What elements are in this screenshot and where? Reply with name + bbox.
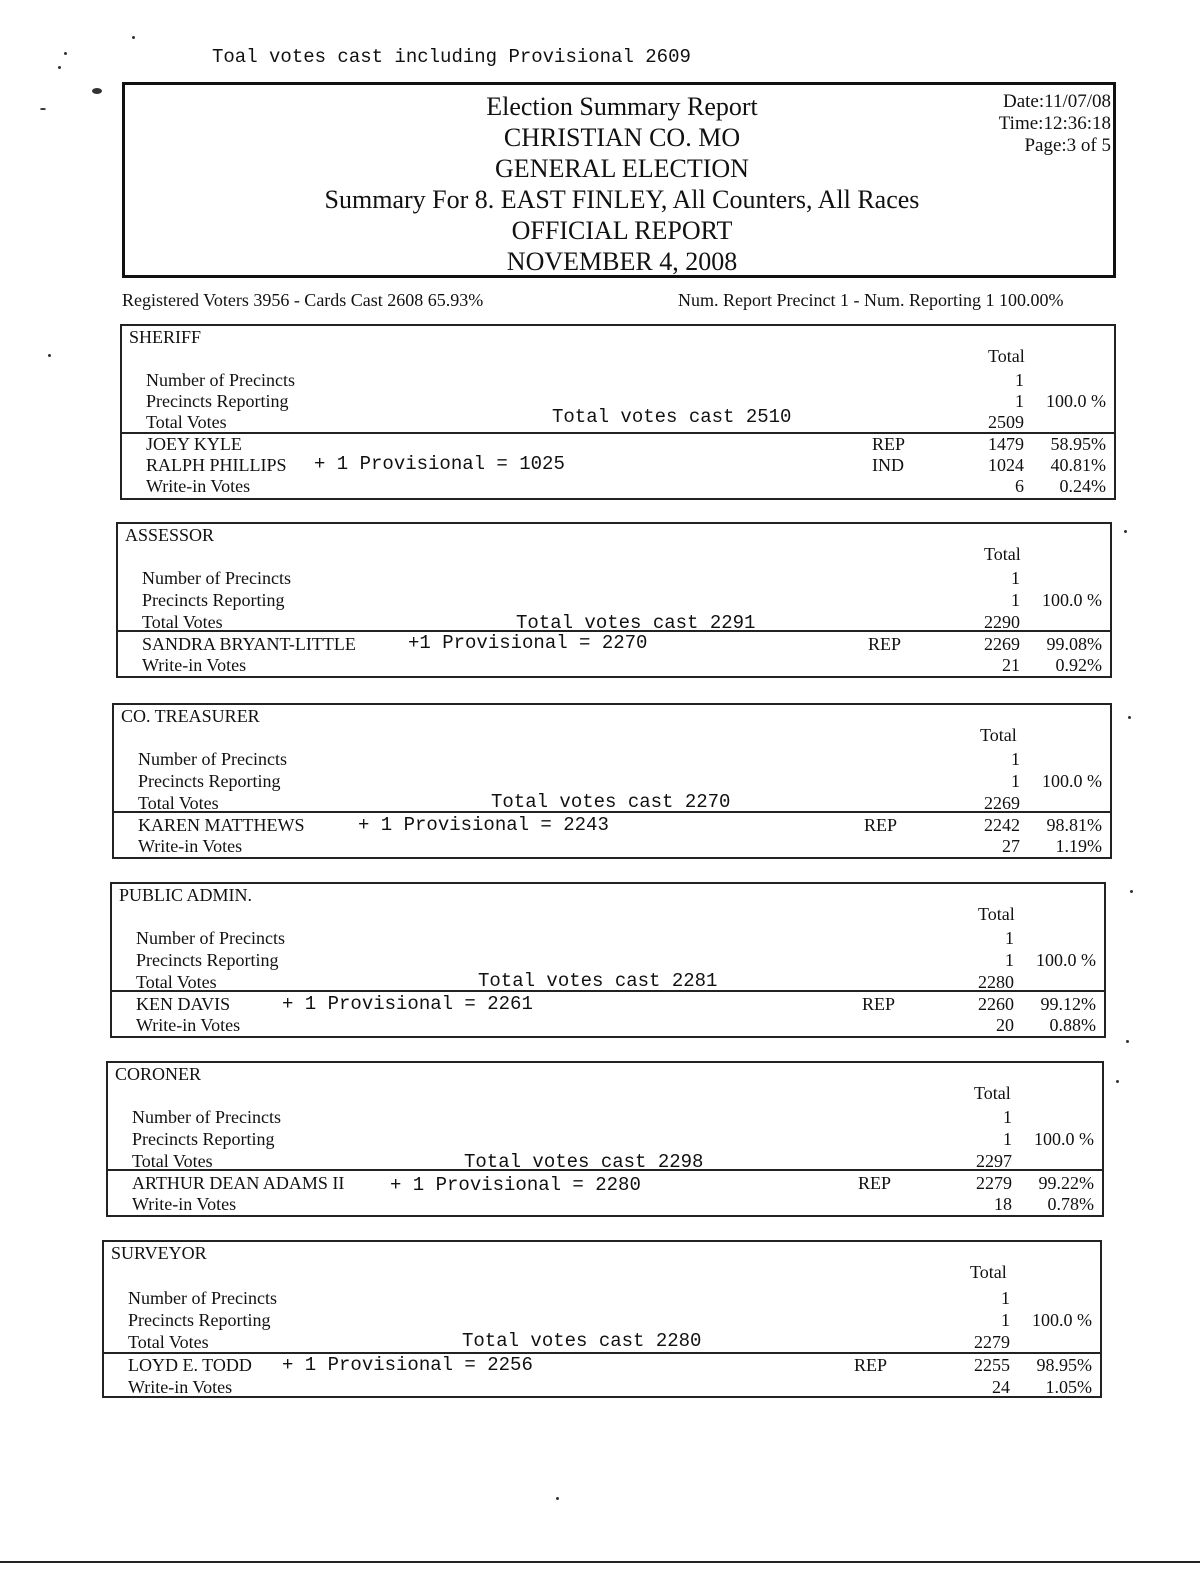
- race-title: ASSESSOR: [125, 525, 215, 545]
- candidate-votes: 2242: [984, 815, 1020, 835]
- report-status: OFFICIAL REPORT: [511, 216, 733, 245]
- candidate-name: RALPH PHILLIPS: [146, 455, 287, 475]
- scan-speck: [40, 108, 46, 110]
- provisional-note: + 1 Provisional = 2256: [282, 1354, 533, 1376]
- divider: [122, 432, 1114, 434]
- write-in-label: Write-in Votes: [132, 1194, 237, 1214]
- page-bottom-edge: [0, 1561, 1200, 1563]
- race-coroner: [106, 1061, 1104, 1217]
- scan-speck: [1116, 1080, 1119, 1083]
- total-votes-value: 2297: [976, 1151, 1012, 1171]
- total-votes-label: Total Votes: [132, 1151, 213, 1171]
- write-in-votes: 18: [994, 1194, 1012, 1214]
- total-votes-value: 2290: [984, 612, 1020, 632]
- report-title: Election Summary Report: [486, 92, 758, 121]
- precincts-reporting-pct: 100.0 %: [1046, 391, 1106, 411]
- candidate-name: KEN DAVIS: [136, 994, 231, 1014]
- num-precincts-label: Number of Precincts: [132, 1107, 281, 1127]
- race-assessor: [116, 522, 1112, 678]
- scan-speck: [1130, 890, 1133, 893]
- precincts-reporting-label: Precincts Reporting: [132, 1129, 275, 1149]
- precincts-reporting-value: 1: [1001, 1310, 1010, 1330]
- race-title: SHERIFF: [129, 327, 202, 347]
- write-in-pct: 0.78%: [1047, 1194, 1094, 1214]
- write-in-label: Write-in Votes: [146, 476, 251, 496]
- write-in-votes: 20: [996, 1015, 1014, 1035]
- candidate-party: REP: [864, 815, 898, 835]
- divider: [108, 1169, 1102, 1171]
- report-header: [122, 82, 1116, 278]
- candidate-pct: 98.81%: [1046, 815, 1102, 835]
- race-public-admin: [110, 882, 1106, 1038]
- num-precincts-label: Number of Precincts: [138, 749, 287, 769]
- candidate-party: REP: [854, 1355, 888, 1375]
- election-date: NOVEMBER 4, 2008: [506, 247, 738, 276]
- write-in-votes: 6: [1015, 476, 1024, 496]
- precincts-reporting-pct: 100.0 %: [1042, 590, 1102, 610]
- total-votes-label: Total Votes: [128, 1332, 209, 1352]
- election-name: GENERAL ELECTION: [495, 154, 749, 183]
- provisional-note: + 1 Provisional = 2261: [282, 993, 533, 1015]
- scan-speck: [1128, 716, 1131, 719]
- race-surveyor: [102, 1240, 1102, 1398]
- provisional-note: + 1 Provisional = 1025: [314, 453, 565, 475]
- write-in-label: Write-in Votes: [128, 1377, 233, 1397]
- total-column-header: Total: [988, 346, 1025, 366]
- candidate-votes: 1479: [988, 434, 1024, 454]
- write-in-votes: 24: [992, 1377, 1010, 1397]
- race-sheriff: [120, 324, 1116, 500]
- handwritten-total-note: Total votes cast 2510: [552, 406, 792, 428]
- candidate-party: REP: [872, 434, 906, 454]
- candidate-party: REP: [862, 994, 896, 1014]
- candidate-votes: 2260: [978, 994, 1014, 1014]
- write-in-votes: 21: [1002, 655, 1020, 675]
- candidate-party: REP: [858, 1173, 892, 1193]
- precincts-reporting-value: 1: [1011, 590, 1020, 610]
- candidate-name: SANDRA BRYANT-LITTLE: [142, 634, 356, 654]
- num-precincts-value: 1: [1001, 1288, 1010, 1308]
- race-title: SURVEYOR: [111, 1243, 207, 1263]
- total-votes-value: 2509: [988, 412, 1024, 432]
- total-votes-value: 2279: [974, 1332, 1010, 1352]
- total-votes-label: Total Votes: [146, 412, 227, 432]
- num-precincts-label: Number of Precincts: [142, 568, 291, 588]
- write-in-label: Write-in Votes: [142, 655, 247, 675]
- handwritten-total-note: Total votes cast 2270: [491, 791, 731, 813]
- total-column-header: Total: [978, 904, 1015, 924]
- divider: [114, 811, 1110, 813]
- registered-voters-stats: Registered Voters 3956 - Cards Cast 2608 65.93%: [122, 290, 484, 310]
- precincts-reporting-label: Precincts Reporting: [138, 771, 281, 791]
- precincts-reporting-pct: 100.0 %: [1036, 950, 1096, 970]
- candidate-name: JOEY KYLE: [146, 434, 242, 454]
- write-in-pct: 0.92%: [1055, 655, 1102, 675]
- total-votes-label: Total Votes: [142, 612, 223, 632]
- divider: [112, 990, 1104, 992]
- total-column-header: Total: [980, 725, 1017, 745]
- candidate-name: ARTHUR DEAN ADAMS II: [132, 1173, 345, 1193]
- total-votes-label: Total Votes: [138, 793, 219, 813]
- summary-scope: Summary For 8. EAST FINLEY, All Counters, All Races: [324, 185, 920, 214]
- provisional-note: + 1 Provisional = 2243: [358, 814, 609, 836]
- precinct-reporting-stats: Num. Report Precinct 1 - Num. Reporting 1 100.00%: [678, 290, 1064, 310]
- candidate-name: LOYD E. TODD: [128, 1355, 252, 1375]
- precincts-reporting-value: 1: [1011, 771, 1020, 791]
- num-precincts-value: 1: [1011, 568, 1020, 588]
- race-title: PUBLIC ADMIN.: [119, 885, 253, 905]
- candidate-pct: 40.81%: [1050, 455, 1106, 475]
- candidate-party: REP: [868, 634, 902, 654]
- report-date: Date:11/07/08: [1003, 91, 1111, 112]
- candidate-pct: 99.12%: [1040, 994, 1096, 1014]
- report-time: Time:12:36:18: [998, 113, 1111, 134]
- race-co-treasurer: [112, 703, 1112, 859]
- write-in-pct: 1.05%: [1045, 1377, 1092, 1397]
- precincts-reporting-label: Precincts Reporting: [142, 590, 285, 610]
- total-votes-label: Total Votes: [136, 972, 217, 992]
- report-page: Page:3 of 5: [1024, 135, 1111, 156]
- precincts-reporting-pct: 100.0 %: [1034, 1129, 1094, 1149]
- handwritten-total-note: Total votes cast 2298: [464, 1151, 704, 1173]
- candidate-pct: 99.08%: [1046, 634, 1102, 654]
- precincts-reporting-label: Precincts Reporting: [146, 391, 289, 411]
- num-precincts-value: 1: [1005, 928, 1014, 948]
- candidate-name: KAREN MATTHEWS: [138, 815, 305, 835]
- num-precincts-value: 1: [1015, 370, 1024, 390]
- write-in-votes: 27: [1002, 836, 1020, 856]
- candidate-pct: 98.95%: [1036, 1355, 1092, 1375]
- write-in-pct: 0.24%: [1059, 476, 1106, 496]
- candidate-votes: 1024: [988, 455, 1024, 475]
- scan-speck: [48, 354, 51, 357]
- precincts-reporting-value: 1: [1015, 391, 1024, 411]
- race-title: CORONER: [115, 1064, 202, 1084]
- write-in-label: Write-in Votes: [138, 836, 243, 856]
- precincts-reporting-value: 1: [1003, 1129, 1012, 1149]
- county-name: CHRISTIAN CO. MO: [503, 123, 741, 152]
- scan-speck: [556, 1497, 559, 1500]
- divider: [104, 1352, 1100, 1354]
- candidate-votes: 2279: [976, 1173, 1012, 1193]
- precincts-reporting-pct: 100.0 %: [1042, 771, 1102, 791]
- scan-speck: [132, 36, 135, 39]
- report-titles: [125, 91, 1119, 277]
- num-precincts-label: Number of Precincts: [146, 370, 295, 390]
- handwritten-total-note: Total votes cast 2281: [478, 970, 718, 992]
- precincts-reporting-pct: 100.0 %: [1032, 1310, 1092, 1330]
- handwritten-total-note: Total votes cast 2280: [462, 1330, 702, 1352]
- precincts-reporting-label: Precincts Reporting: [136, 950, 279, 970]
- scan-speck: [58, 66, 61, 69]
- scan-speck: [1126, 1040, 1129, 1043]
- total-column-header: Total: [984, 544, 1021, 564]
- write-in-label: Write-in Votes: [136, 1015, 241, 1035]
- num-precincts-value: 1: [1011, 749, 1020, 769]
- provisional-total-note: Toal votes cast including Provisional 2609: [212, 46, 691, 68]
- num-precincts-label: Number of Precincts: [128, 1288, 277, 1308]
- candidate-votes: 2269: [984, 634, 1020, 654]
- write-in-pct: 1.19%: [1055, 836, 1102, 856]
- total-column-header: Total: [974, 1083, 1011, 1103]
- provisional-note: +1 Provisional = 2270: [408, 632, 648, 654]
- scan-speck: [1124, 530, 1127, 533]
- race-title: CO. TREASURER: [121, 706, 260, 726]
- candidate-votes: 2255: [974, 1355, 1010, 1375]
- total-column-header: Total: [970, 1262, 1007, 1282]
- num-precincts-label: Number of Precincts: [136, 928, 285, 948]
- total-votes-value: 2280: [978, 972, 1014, 992]
- handwritten-total-note: Total votes cast 2291: [516, 612, 756, 634]
- provisional-note: + 1 Provisional = 2280: [390, 1174, 641, 1196]
- precincts-reporting-label: Precincts Reporting: [128, 1310, 271, 1330]
- precincts-reporting-value: 1: [1005, 950, 1014, 970]
- scan-speck: [92, 88, 102, 94]
- num-precincts-value: 1: [1003, 1107, 1012, 1127]
- candidate-pct: 99.22%: [1038, 1173, 1094, 1193]
- candidate-party: IND: [872, 455, 904, 475]
- total-votes-value: 2269: [984, 793, 1020, 813]
- candidate-pct: 58.95%: [1050, 434, 1106, 454]
- report-meta: [999, 91, 1111, 157]
- scan-speck: [64, 52, 67, 55]
- write-in-pct: 0.88%: [1049, 1015, 1096, 1035]
